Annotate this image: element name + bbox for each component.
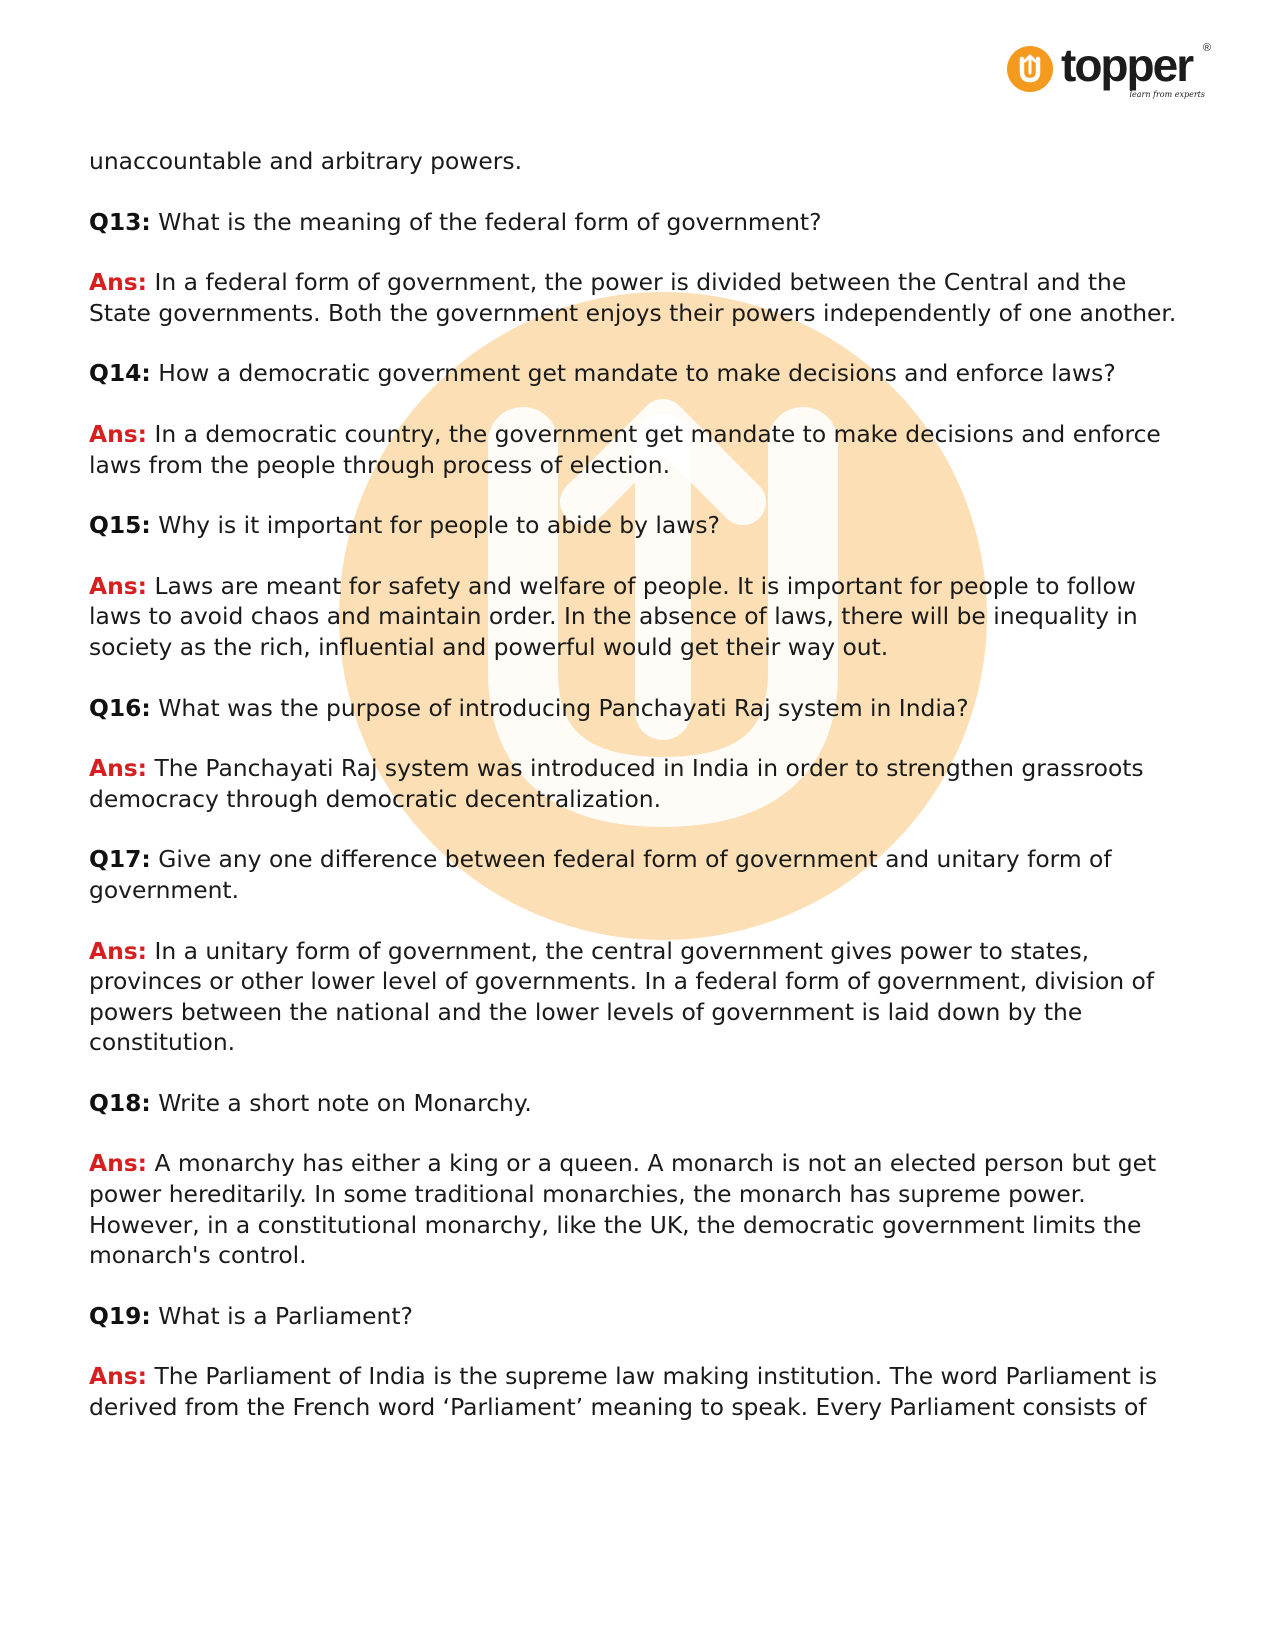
question-text: Give any one difference between federal form of government and unitary form of government.	[89, 845, 1112, 904]
question-label: Q18:	[89, 1088, 151, 1117]
answer-text: A monarchy has either a king or a queen. A monarch is not an elected person but get power hereditarily. In some traditional monarchies, the monarch has supreme power. However, in a constitutional monarchy, like the UK, the democratic government limits the monarch's control.	[89, 1149, 1157, 1270]
question-17	[89, 844, 1189, 905]
paragraph-text: unaccountable and arbitrary powers.	[89, 147, 523, 175]
answer-text: The Parliament of India is the supreme law making institution. The word Parliament is derived from the French word ‘Parliament’ meaning to speak. Every Parliament consists of	[89, 1362, 1158, 1422]
question-19	[89, 1301, 1189, 1332]
question-text: What was the purpose of introducing Panchayati Raj system in India?	[158, 693, 969, 722]
logo-tagline: learn from experts	[1129, 90, 1205, 99]
question-15	[89, 510, 1189, 541]
answer-text: In a federal form of government, the power is divided between the Central and the State governments. Both the government enjoys their powers independently of one another.	[89, 268, 1177, 327]
question-text: What is the meaning of the federal form of government?	[158, 207, 822, 236]
question-text: Write a short note on Monarchy.	[158, 1088, 532, 1117]
topper-logo-icon	[1007, 46, 1053, 92]
answer-17	[89, 936, 1189, 1058]
answer-label: Ans:	[89, 936, 148, 965]
continued-text	[89, 146, 1189, 177]
answer-text: The Panchayati Raj system was introduced in India in order to strengthen grassroots democracy through democratic decentralization.	[89, 754, 1144, 813]
answer-label: Ans:	[89, 1362, 148, 1391]
question-13	[89, 207, 1189, 238]
question-16	[89, 693, 1189, 724]
registered-mark: ®	[1202, 42, 1211, 54]
document-body	[89, 146, 1189, 1453]
answer-14	[89, 419, 1189, 480]
question-label: Q19:	[89, 1301, 151, 1330]
answer-13	[89, 267, 1189, 328]
answer-label: Ans:	[89, 268, 148, 297]
question-label: Q14:	[89, 359, 151, 388]
question-label: Q16:	[89, 693, 151, 722]
question-label: Q15:	[89, 511, 151, 540]
answer-15	[89, 571, 1189, 663]
answer-label: Ans:	[89, 419, 148, 448]
question-label: Q17:	[89, 845, 151, 874]
answer-text: In a democratic country, the government get mandate to make decisions and enforce laws from the people through process of election.	[89, 419, 1161, 479]
question-text: What is a Parliament?	[158, 1301, 413, 1330]
topper-logo	[1007, 39, 1211, 104]
answer-label: Ans:	[89, 571, 148, 600]
question-label: Q13:	[89, 207, 151, 236]
answer-text: In a unitary form of government, the central government gives power to states, provinces or other lower level of governments. In a federal form of government, division of powers between the national and the lower levels of government is laid down by the constitution.	[89, 936, 1155, 1057]
answer-16	[89, 753, 1189, 814]
answer-19	[89, 1361, 1189, 1422]
question-text: Why is it important for people to abide by laws?	[158, 511, 720, 540]
question-text: How a democratic government get mandate to make decisions and enforce laws?	[158, 359, 1116, 388]
answer-text: Laws are meant for safety and welfare of people. It is important for people to follow laws to avoid chaos and maintain order. In the absence of laws, there will be inequality in society as the rich, influential and powerful would get their way out.	[89, 571, 1138, 661]
question-18	[89, 1088, 1189, 1119]
answer-18	[89, 1148, 1189, 1270]
logo-wordmark: topper	[1061, 39, 1193, 91]
answer-label: Ans:	[89, 754, 148, 783]
answer-label: Ans:	[89, 1149, 148, 1178]
question-14	[89, 358, 1189, 389]
